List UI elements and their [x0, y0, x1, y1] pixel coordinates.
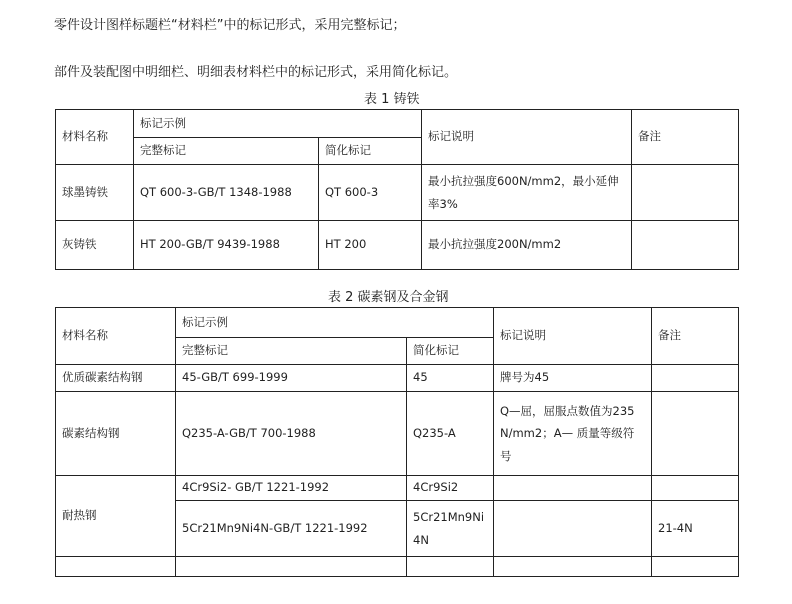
cell-short: 45 — [407, 365, 494, 392]
header-full: 完整标记 — [176, 338, 407, 365]
cell-full: HT 200-GB/T 9439-1988 — [134, 221, 319, 270]
table1-caption: 表 1 铸铁 — [364, 92, 420, 107]
table-row-partial — [56, 557, 739, 577]
cell-desc — [494, 501, 652, 557]
header-material: 材料名称 — [56, 308, 176, 365]
cell-short: Q235-A — [407, 392, 494, 476]
cell-full: 45-GB/T 699-1999 — [176, 365, 407, 392]
cell-material: 耐热钢 — [56, 476, 176, 557]
cast-iron-table — [55, 109, 739, 270]
cell-short: 4Cr9Si2 — [407, 476, 494, 501]
header-note: 备注 — [652, 308, 739, 365]
cell-note — [652, 476, 739, 501]
cell-short: HT 200 — [319, 221, 422, 270]
table-row — [56, 365, 739, 392]
cell-short: 5Cr21Mn9Ni4N — [407, 501, 494, 557]
paragraph-2: 部件及装配图中明细栏、明细表材料栏中的标记形式，采用简化标记。 — [54, 65, 458, 80]
table2-caption: 表 2 碳素钢及合金钢 — [328, 290, 449, 305]
cell-desc — [494, 476, 652, 501]
cell-desc: Q—屈，屈服点数值为235 N/mm2；A— 质量等级符号 — [494, 392, 652, 476]
cell-material: 优质碳素结构钢 — [56, 365, 176, 392]
cell-empty — [56, 557, 176, 577]
paragraph-1: 零件设计图样标题栏“材料栏”中的标记形式，采用完整标记； — [54, 18, 406, 33]
header-short: 简化标记 — [407, 338, 494, 365]
cell-material: 灰铸铁 — [56, 221, 134, 270]
cell-desc: 最小抗拉强度600N/mm2，最小延伸率3% — [422, 165, 632, 221]
cell-material: 碳素结构钢 — [56, 392, 176, 476]
table-row — [56, 476, 739, 501]
header-full: 完整标记 — [134, 138, 319, 165]
header-short: 简化标记 — [319, 138, 422, 165]
cell-full: 5Cr21Mn9Ni4N-GB/T 1221-1992 — [176, 501, 407, 557]
cell-note — [632, 221, 739, 270]
cell-note — [632, 165, 739, 221]
header-desc: 标记说明 — [422, 110, 632, 165]
header-example: 标记示例 — [134, 110, 422, 138]
table-row — [56, 165, 739, 221]
table-row — [56, 392, 739, 476]
header-material: 材料名称 — [56, 110, 134, 165]
cell-empty — [494, 557, 652, 577]
cell-full: QT 600-3-GB/T 1348-1988 — [134, 165, 319, 221]
header-note: 备注 — [632, 110, 739, 165]
steel-table — [55, 307, 739, 577]
cell-empty — [176, 557, 407, 577]
cell-desc: 最小抗拉强度200N/mm2 — [422, 221, 632, 270]
cell-desc: 牌号为45 — [494, 365, 652, 392]
cell-short: QT 600-3 — [319, 165, 422, 221]
cell-full: Q235-A-GB/T 700-1988 — [176, 392, 407, 476]
table-row — [56, 221, 739, 270]
header-example: 标记示例 — [176, 308, 494, 338]
cell-note — [652, 365, 739, 392]
cell-material: 球墨铸铁 — [56, 165, 134, 221]
cell-empty — [652, 557, 739, 577]
cell-note: 21-4N — [652, 501, 739, 557]
cell-full: 4Cr9Si2- GB/T 1221-1992 — [176, 476, 407, 501]
cell-note — [652, 392, 739, 476]
cell-empty — [407, 557, 494, 577]
header-desc: 标记说明 — [494, 308, 652, 365]
